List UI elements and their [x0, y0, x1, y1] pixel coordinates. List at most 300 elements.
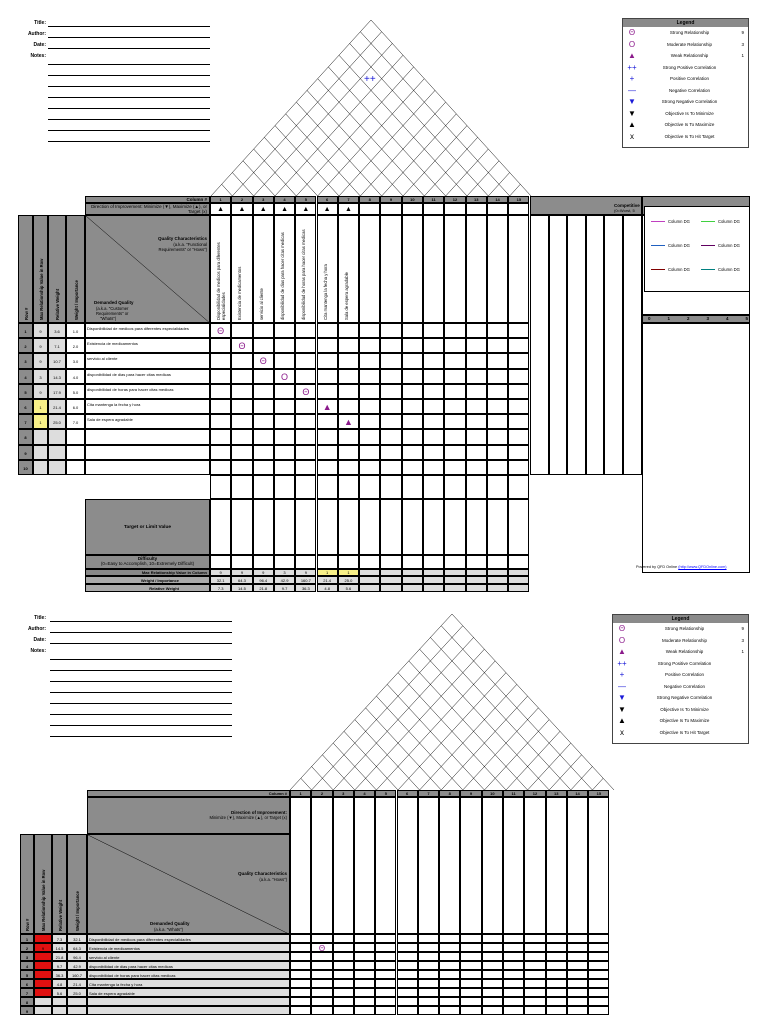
relationship-cell-2[interactable]	[524, 961, 545, 970]
relationship-cell-2[interactable]	[418, 979, 439, 988]
relationship-cell-2[interactable]	[439, 970, 460, 979]
demanded-quality-item[interactable]: Sala de espera agradable	[85, 414, 210, 429]
column-number: 12	[444, 196, 465, 203]
relationship-cell-2[interactable]	[482, 997, 503, 1006]
relationship-cell-2[interactable]	[524, 1006, 545, 1015]
relationship-cell-2[interactable]	[567, 979, 588, 988]
relationship-cell-2[interactable]	[397, 943, 418, 952]
competitive-sub: (0=Worst, 5	[614, 208, 635, 213]
relationship-cell-2[interactable]	[546, 970, 567, 979]
relationship-cell-2[interactable]	[546, 997, 567, 1006]
relationship-cell[interactable]: ▲	[317, 399, 338, 414]
weight-importance[interactable]: 7.0	[66, 414, 85, 429]
column-number-2: 2	[311, 790, 332, 797]
weight-importance[interactable]: 4.0	[66, 369, 85, 384]
relationship-cell-2[interactable]	[354, 997, 375, 1006]
relationship-cell-2[interactable]	[333, 997, 354, 1006]
difficulty-title: Difficulty	[137, 556, 158, 561]
weight-importance-2: 25.0	[67, 988, 87, 997]
legend-row	[613, 681, 748, 693]
relationship-cell-2[interactable]	[397, 961, 418, 970]
relationship-cell-2[interactable]	[567, 997, 588, 1006]
axis-tick-label: 1	[667, 316, 671, 321]
row-number-2: 1	[20, 934, 34, 943]
column-number-2: 10	[482, 790, 503, 797]
weight-importance[interactable]: 6.0	[66, 399, 85, 414]
relationship-cell-2[interactable]	[460, 1006, 481, 1015]
direction-label-2: Direction of Improvement:	[230, 810, 287, 815]
column-number: 15	[508, 196, 529, 203]
relationship-cell-2[interactable]	[290, 943, 311, 952]
relationship-cell-2[interactable]	[460, 943, 481, 952]
max-relationship-value: 1	[33, 414, 48, 429]
relationship-cell-2[interactable]	[567, 952, 588, 961]
relationship-cell-2[interactable]	[460, 979, 481, 988]
how-text: disponibilidad de dias para hacer citas medicas	[279, 232, 285, 320]
column-number: 8	[359, 196, 380, 203]
relationship-cell[interactable]: Θ	[231, 338, 252, 353]
row-header-text: Relative Weight	[55, 288, 60, 320]
relationship-cell-2[interactable]	[354, 961, 375, 970]
row-header-text-2: Relative Weight	[57, 899, 63, 931]
weight-importance[interactable]: 2.0	[66, 338, 85, 353]
relationship-cell-2[interactable]	[588, 997, 609, 1006]
legend-text: Strong Relationship	[669, 30, 710, 35]
relationship-cell-2[interactable]	[333, 970, 354, 979]
relationship-cell-2[interactable]	[503, 970, 524, 979]
difficulty-sub: (0=Easy to Accomplish, 10=Extremely Difficult)	[100, 561, 195, 566]
row-header-text: Weight / Importance	[73, 280, 79, 320]
relationship-cell-2[interactable]	[503, 1006, 524, 1015]
relationship-cell-2[interactable]	[588, 952, 609, 961]
relationship-cell-2[interactable]	[418, 952, 439, 961]
how-header-2	[354, 797, 375, 934]
legend-symbol-icon: ++	[617, 658, 627, 668]
relationship-cell-2[interactable]	[418, 1006, 439, 1015]
relationship-cell-2[interactable]	[503, 952, 524, 961]
legend-symbol-icon: ▼	[618, 704, 626, 714]
relationship-cell-2[interactable]	[397, 970, 418, 979]
column-number-2: 12	[524, 790, 545, 797]
relationship-cell-2[interactable]	[354, 934, 375, 943]
max-relationship-value-2	[34, 970, 52, 979]
relationship-cell-2[interactable]	[290, 934, 311, 943]
date-label-2: Date:	[33, 637, 46, 643]
notes-label-2: Notes:	[30, 648, 46, 654]
max-relationship-value-2	[34, 934, 52, 943]
row-header-vertical-2	[20, 834, 34, 934]
legend-symbol-icon: ▼	[618, 693, 626, 702]
title-label-2: Title:	[34, 615, 46, 621]
row-number-2: 9	[20, 1006, 34, 1015]
demanded-quality-item-2[interactable]: Cita mantenga la fecha y hora	[87, 979, 290, 988]
column-number-2: 6	[397, 790, 418, 797]
relationship-cell-2[interactable]	[524, 943, 545, 952]
relationship-cell-2[interactable]	[418, 997, 439, 1006]
row-number: 9	[18, 445, 33, 460]
row-header-text-2: Max Relationship Value in Row	[41, 869, 46, 931]
relationship-cell-2[interactable]	[290, 952, 311, 961]
relationship-cell-2[interactable]	[333, 979, 354, 988]
relative-weight-2: 5.6	[52, 988, 67, 997]
legend-weight: 3	[741, 637, 744, 643]
relationship-cell-2[interactable]	[375, 943, 396, 952]
relationship-cell-2[interactable]	[482, 943, 503, 952]
relationship-cell-2[interactable]	[290, 988, 311, 997]
relationship-cell-2[interactable]	[354, 970, 375, 979]
relationship-cell-2[interactable]	[546, 1006, 567, 1015]
relationship-cell-2[interactable]	[482, 952, 503, 961]
relationship-cell-2[interactable]	[482, 961, 503, 970]
column-number: 6	[317, 196, 338, 203]
relationship-cell-2[interactable]	[588, 970, 609, 979]
column-number: 5	[295, 196, 316, 203]
relationship-cell-2[interactable]	[418, 961, 439, 970]
row-number: 1	[18, 323, 33, 338]
quality-characteristics-title: Quality Characteristics	[157, 236, 207, 241]
relationship-cell-2[interactable]	[482, 934, 503, 943]
demanded-quality-item-2[interactable]: disponibilidad de dias para hacer citas medicas	[87, 961, 290, 970]
how-header-2	[567, 797, 588, 934]
direction-box-2	[87, 797, 290, 834]
column-number-label: Column #	[85, 196, 210, 203]
relationship-cell-2[interactable]	[439, 934, 460, 943]
relationship-cell-2[interactable]	[503, 979, 524, 988]
demanded-quality-item-2[interactable]: servicio al cliente	[87, 952, 290, 961]
demanded-quality-item[interactable]: servicio al cliente	[85, 353, 210, 368]
weight-importance[interactable]: 3.0	[66, 353, 85, 368]
relationship-cell-2[interactable]	[503, 943, 524, 952]
demanded-quality-item-2[interactable]: Sala de espera agradable	[87, 988, 290, 997]
relationship-cell-2[interactable]	[460, 988, 481, 997]
relationship-cell-2[interactable]	[311, 961, 332, 970]
how-text: Sala de espera agradable	[343, 272, 349, 320]
relationship-cell-2[interactable]	[397, 979, 418, 988]
how-text: Cita mantenga la fecha y hora	[322, 264, 328, 320]
direction-icon[interactable]: ▲	[274, 203, 295, 215]
quality-characteristics-sub1: (a.k.a. "Functional	[173, 242, 207, 247]
relationship-cell-2[interactable]	[354, 979, 375, 988]
relationship-cell-2[interactable]	[354, 952, 375, 961]
relationship-cell-2[interactable]	[503, 934, 524, 943]
relationship-cell-2[interactable]	[482, 970, 503, 979]
relationship-cell-2[interactable]	[311, 1006, 332, 1015]
relationship-cell-2[interactable]	[418, 988, 439, 997]
direction-icon[interactable]: ▲	[231, 203, 252, 215]
relationship-cell-2[interactable]	[588, 1006, 609, 1015]
direction-icon[interactable]: ▲	[295, 203, 316, 215]
legend-weight: 9	[741, 30, 744, 35]
relative-weight-2	[52, 997, 67, 1006]
demanded-quality-item[interactable]: disponibilidad de dias para hacer citas medicas	[85, 369, 210, 384]
column-number: 4	[274, 196, 295, 203]
relationship-cell-2[interactable]	[524, 934, 545, 943]
relationship-cell-2[interactable]	[460, 961, 481, 970]
legend-weight: 1	[741, 53, 744, 58]
legend-text: Moderate Relationship	[661, 637, 708, 643]
relationship-cell-2[interactable]	[375, 988, 396, 997]
relative-weight: 3.6	[48, 323, 66, 338]
legend-weight: 1	[741, 649, 744, 654]
relationship-cell-2[interactable]	[333, 1006, 354, 1015]
relationship-cell-2[interactable]	[546, 952, 567, 961]
weight-importance[interactable]: 1.0	[66, 323, 85, 338]
how-text: disponibilidad de horas para hacer citas medicas	[301, 229, 307, 320]
relationship-cell[interactable]: Θ	[253, 353, 274, 368]
relationship-cell-2[interactable]	[460, 970, 481, 979]
relationship-cell-2[interactable]	[567, 934, 588, 943]
weight-value: 96.4	[253, 576, 274, 584]
relative-weight-label: Relative Weight	[85, 584, 210, 592]
relationship-cell-2[interactable]	[546, 934, 567, 943]
relationship-cell-2[interactable]	[397, 997, 418, 1006]
relationship-cell-2[interactable]	[311, 970, 332, 979]
legend-row	[613, 692, 748, 704]
relationship-cell-2[interactable]	[524, 988, 545, 997]
relative-weight-value: 21.8	[253, 584, 274, 592]
legend-symbol-icon: —	[628, 85, 636, 95]
legend-symbol-icon: x	[620, 727, 624, 737]
direction-icon[interactable]: ▲	[253, 203, 274, 215]
direction-sub-2: Minimize (▼), Maximize (▲), or Target (x)	[209, 815, 287, 820]
relationship-cell-2[interactable]	[354, 1006, 375, 1015]
column-number: 3	[253, 196, 274, 203]
row-number-2: 6	[20, 979, 34, 988]
direction-icon[interactable]: ▲	[338, 203, 359, 215]
relationship-cell-2[interactable]	[567, 943, 588, 952]
relationship-cell-2[interactable]	[439, 988, 460, 997]
relationship-cell-2[interactable]	[375, 997, 396, 1006]
relationship-cell[interactable]: Θ	[295, 384, 316, 399]
relationship-cell-2[interactable]	[439, 943, 460, 952]
max-rel-column-value: 3	[274, 569, 295, 576]
relationship-cell-2[interactable]	[482, 979, 503, 988]
relationship-cell-2[interactable]	[397, 1006, 418, 1015]
column-number: 2	[231, 196, 252, 203]
column-number: 1	[210, 196, 231, 203]
relationship-cell-2[interactable]	[375, 961, 396, 970]
legend-text: Positive Correlation	[669, 76, 710, 81]
relationship-cell-2[interactable]	[418, 934, 439, 943]
legend-symbol-icon: Θ	[628, 28, 636, 37]
relationship-cell-2[interactable]	[311, 934, 332, 943]
chart-legend-text: Column DG	[718, 219, 740, 224]
legend-symbol-icon: ▲	[628, 120, 636, 129]
how-header-2	[375, 797, 396, 934]
relationship-cell-2[interactable]	[397, 952, 418, 961]
relationship-cell-2[interactable]	[439, 961, 460, 970]
legend-text: Objective Is To Hit Target	[659, 729, 710, 735]
legend-symbol-icon: —	[618, 681, 626, 691]
direction-icon[interactable]: ▲	[317, 203, 338, 215]
legend-text: Strong Negative Correlation	[661, 99, 718, 104]
weight-importance[interactable]: 5.0	[66, 384, 85, 399]
chart-legend-text: Column DG	[668, 243, 690, 248]
relationship-cell-2[interactable]	[418, 943, 439, 952]
relationship-cell-2[interactable]	[524, 997, 545, 1006]
relationship-cell-2[interactable]	[354, 988, 375, 997]
column-number-label-2: Column #	[87, 790, 290, 797]
relationship-cell-2[interactable]: Θ	[311, 943, 332, 952]
relationship-cell-2[interactable]	[546, 988, 567, 997]
relationship-cell-2[interactable]	[588, 988, 609, 997]
relationship-cell-2[interactable]	[333, 952, 354, 961]
max-relationship-value-2: 9	[34, 943, 52, 952]
powered-link[interactable]: (http://www.QFDOnline.com)	[678, 565, 727, 569]
relative-weight-2: 4.8	[52, 979, 67, 988]
powered-text: Powered by QFD Online	[636, 565, 678, 569]
diagonal-line-2	[88, 835, 290, 934]
weight-value: 42.9	[274, 576, 295, 584]
relationship-cell-2[interactable]	[439, 979, 460, 988]
relationship-cell[interactable]: O	[274, 369, 295, 384]
relationship-cell-2[interactable]	[290, 997, 311, 1006]
max-relationship-value-2	[34, 979, 52, 988]
legend-row	[613, 704, 748, 716]
demanded-quality-item-2[interactable]: Disponibilidad de medicos para diferentes especialidades	[87, 934, 290, 943]
relationship-cell-2[interactable]	[311, 979, 332, 988]
header-diagonal-box-2	[87, 834, 290, 934]
row-number: 4	[18, 369, 33, 384]
relationship-cell-2[interactable]	[439, 997, 460, 1006]
max-rel-column-value: 9	[231, 569, 252, 576]
relationship-cell-2[interactable]	[290, 1006, 311, 1015]
relationship-cell-2[interactable]	[290, 979, 311, 988]
weight-importance-2: 32.1	[67, 934, 87, 943]
column-number-2: 13	[546, 790, 567, 797]
relationship-cell-2[interactable]	[311, 997, 332, 1006]
relationship-cell-2[interactable]	[397, 988, 418, 997]
relationship-cell-2[interactable]	[588, 934, 609, 943]
relationship-cell-2[interactable]	[503, 997, 524, 1006]
column-number: 13	[466, 196, 487, 203]
relationship-cell-2[interactable]	[439, 952, 460, 961]
strong-positive-mark: ++	[364, 74, 376, 85]
relationship-cell-2[interactable]	[375, 979, 396, 988]
relationship-cell-2[interactable]	[375, 1006, 396, 1015]
relationship-cell-2[interactable]	[333, 961, 354, 970]
relationship-cell-2[interactable]	[311, 952, 332, 961]
relationship-cell-2[interactable]	[418, 970, 439, 979]
relationship-cell-2[interactable]	[290, 961, 311, 970]
relationship-cell[interactable]: Θ	[210, 323, 231, 338]
relative-weight-2: 7.3	[52, 934, 67, 943]
relationship-cell-2[interactable]	[290, 970, 311, 979]
legend-text: Objective Is To Minimize	[660, 706, 709, 712]
relationship-cell-2[interactable]	[524, 979, 545, 988]
legend-row	[613, 646, 748, 658]
relationship-cell-2[interactable]	[375, 934, 396, 943]
chart-legend-text: Column DG	[668, 267, 690, 272]
relative-weight: 25.0	[48, 414, 66, 429]
column-number-2: 3	[333, 790, 354, 797]
relationship-cell-2[interactable]	[482, 988, 503, 997]
demanded-quality-sub2: Requirements" or	[96, 311, 129, 316]
row-number-2: 2	[20, 943, 34, 952]
demanded-quality-item[interactable]: Disponibilidad de medicos para diferentes especialidades	[85, 323, 210, 338]
target-limit-label: Target or Limit Value	[85, 499, 210, 555]
how-header-2	[397, 797, 418, 934]
weight-importance-2: 21.4	[67, 979, 87, 988]
row-number-2: 7	[20, 988, 34, 997]
max-relationship-value-2	[34, 952, 52, 961]
legend-text: Negative Correlation	[668, 87, 711, 93]
demanded-quality-item[interactable]: Existencia de medicamentos	[85, 338, 210, 353]
relationship-cell-2[interactable]	[397, 934, 418, 943]
relationship-cell-2[interactable]	[333, 943, 354, 952]
relative-weight-value: 7.3	[210, 584, 231, 592]
row-header-text: Max Relationship Value in Row	[38, 258, 44, 320]
relationship-cell-2[interactable]	[333, 988, 354, 997]
relationship-cell-2[interactable]	[503, 988, 524, 997]
max-relationship-value-2	[34, 1006, 52, 1015]
relative-weight-value: 9.7	[274, 584, 295, 592]
relationship-cell-2[interactable]	[439, 1006, 460, 1015]
chart-legend-text: Column DG	[718, 243, 740, 248]
legend-row	[613, 715, 748, 727]
relationship-cell-2[interactable]	[567, 1006, 588, 1015]
row-header-vertical-2	[34, 834, 52, 934]
relationship-cell-2[interactable]	[482, 1006, 503, 1015]
relationship-cell[interactable]: ▲	[338, 414, 359, 429]
relationship-cell-2[interactable]	[546, 979, 567, 988]
weight-importance-2	[67, 1006, 87, 1015]
relationship-cell-2[interactable]	[524, 952, 545, 961]
relationship-cell-2[interactable]	[567, 970, 588, 979]
relationship-cell-2[interactable]	[460, 997, 481, 1006]
demanded-quality-item-2[interactable]: Existencia de medicamentos	[87, 943, 290, 952]
relationship-cell-2[interactable]	[546, 943, 567, 952]
relationship-cell-2[interactable]	[375, 952, 396, 961]
row-number: 3	[18, 353, 33, 368]
chart-legend-text: Column DG	[668, 219, 690, 224]
how-header-2	[439, 797, 460, 934]
relationship-cell-2[interactable]	[588, 943, 609, 952]
relationship-cell-2[interactable]	[567, 961, 588, 970]
relationship-cell-2[interactable]	[460, 934, 481, 943]
demanded-quality-item-2[interactable]	[87, 997, 290, 1006]
relative-weight-2: 14.5	[52, 943, 67, 952]
max-relationship-value-2	[34, 988, 52, 997]
row-number-2: 5	[20, 970, 34, 979]
relationship-cell-2[interactable]	[567, 988, 588, 997]
relative-weight: 21.4	[48, 399, 66, 414]
demanded-quality-item-2[interactable]: disponibilidad de horas para hacer citas medicas	[87, 970, 290, 979]
notes-label: Notes:	[30, 53, 46, 59]
direction-icon[interactable]: ▲	[210, 203, 231, 215]
relationship-cell-2[interactable]	[546, 961, 567, 970]
demanded-quality-item[interactable]: Cita mantenga la fecha y hora	[85, 399, 210, 414]
relationship-cell-2[interactable]	[588, 979, 609, 988]
how-header-2	[418, 797, 439, 934]
relationship-cell-2[interactable]	[524, 970, 545, 979]
weight-importance-2	[67, 997, 87, 1006]
demanded-quality-item[interactable]: disponibilidad de horas para hacer citas medicas	[85, 384, 210, 399]
column-number: 9	[380, 196, 401, 203]
relationship-cell-2[interactable]	[354, 943, 375, 952]
how-header-2	[482, 797, 503, 934]
relationship-cell-2[interactable]	[460, 952, 481, 961]
legend-text: Objective Is To Maximize	[664, 122, 715, 127]
legend-row	[613, 727, 748, 739]
relationship-cell-2[interactable]	[588, 961, 609, 970]
relationship-cell-2[interactable]	[311, 988, 332, 997]
relationship-cell-2[interactable]	[333, 934, 354, 943]
demanded-quality-sub3: "Whats")	[100, 316, 117, 321]
relationship-cell-2[interactable]	[503, 961, 524, 970]
demanded-quality-item-2[interactable]	[87, 1006, 290, 1015]
relationship-cell-2[interactable]	[375, 970, 396, 979]
